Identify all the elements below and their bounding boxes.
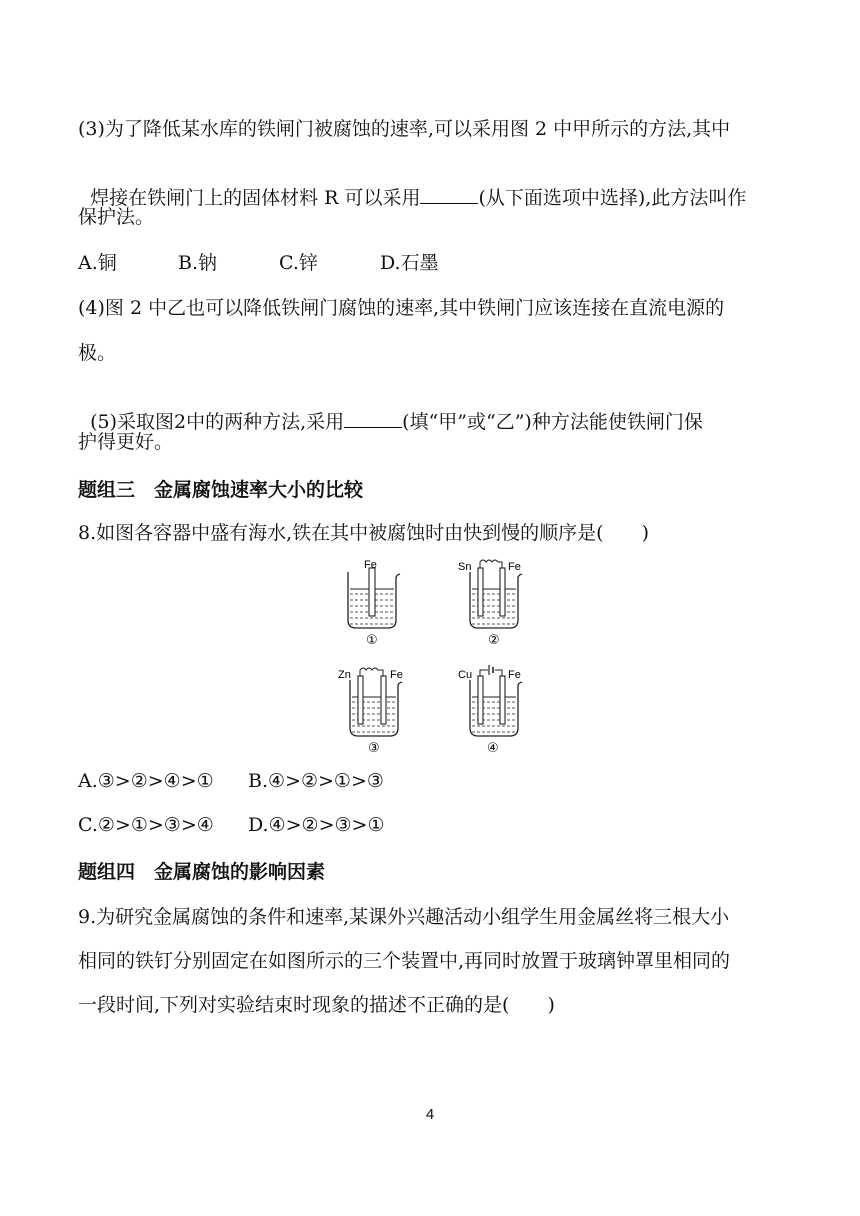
electrode-label-fe: Fe bbox=[508, 669, 521, 681]
q3-line-2 bbox=[78, 161, 746, 210]
q3-option-c: C.锌 bbox=[279, 252, 318, 274]
electrode-label-cu: Cu bbox=[458, 669, 473, 681]
answer-blank[interactable] bbox=[344, 409, 402, 428]
q3-line-1: (3)为了降低某水库的铁闸门被腐蚀的速率,可以采用图 2 中甲所示的方法,其中 bbox=[78, 118, 731, 140]
electrode-label-sn: Sn bbox=[458, 561, 472, 573]
q3-option-d: D.石墨 bbox=[380, 252, 439, 274]
q8-figure bbox=[330, 558, 540, 758]
q4-line-1: (4)图 2 中乙也可以降低铁闸门腐蚀的速率,其中铁闸门应该连接在直流电源的 bbox=[78, 297, 725, 319]
q8-option-d: D.④>②>③>① bbox=[248, 814, 385, 836]
electrode-label-fe: Fe bbox=[390, 669, 403, 681]
battery-icon bbox=[480, 665, 502, 676]
q8-stem: 8.如图各容器中盛有海水,铁在其中被腐蚀时由快到慢的顺序是( ) bbox=[78, 522, 649, 544]
q8-option-c: C.②>①>③>④ bbox=[78, 814, 214, 836]
q9-line-3: 一段时间,下列对实验结束时现象的描述不正确的是( ) bbox=[78, 994, 555, 1016]
beaker-1 bbox=[348, 559, 400, 647]
q3-line-3: 保护法。 bbox=[78, 206, 155, 228]
q8-option-b: B.④>②>①>③ bbox=[248, 770, 384, 792]
beaker-number-2: ② bbox=[488, 632, 500, 647]
q3-line-2-after: (从下面选项中选择),此方法叫作 bbox=[478, 187, 747, 209]
group4-heading: 题组四 金属腐蚀的影响因素 bbox=[78, 861, 326, 883]
q5-line-1-before: (5)采取图2中的两种方法,采用 bbox=[90, 411, 345, 433]
electrode-label-fe: Fe bbox=[508, 561, 521, 573]
beaker-3 bbox=[338, 668, 403, 755]
beaker-number-4: ④ bbox=[487, 740, 499, 755]
beaker-number-1: ① bbox=[366, 632, 378, 647]
beaker-2 bbox=[458, 560, 522, 647]
page-number: 4 bbox=[425, 1106, 435, 1123]
group3-heading: 题组三 金属腐蚀速率大小的比较 bbox=[78, 479, 364, 501]
electrode-label-zn: Zn bbox=[338, 669, 351, 681]
beaker-number-3: ③ bbox=[368, 740, 380, 755]
beaker-4 bbox=[458, 665, 522, 755]
q5-line-1-after: (填“甲”或“乙”)种方法能使铁闸门保 bbox=[402, 411, 703, 433]
q4-line-2: 极。 bbox=[78, 342, 117, 364]
q3-option-a: A.铜 bbox=[78, 252, 117, 274]
q3-option-b: B.钠 bbox=[178, 252, 218, 274]
q9-line-1: 9.为研究金属腐蚀的条件和速率,某课外兴趣活动小组学生用金属丝将三根大小 bbox=[78, 906, 730, 928]
q8-option-a: A.③>②>④>① bbox=[78, 770, 214, 792]
electrode-label-fe: Fe bbox=[364, 559, 377, 571]
q5-line-1 bbox=[78, 385, 703, 434]
answer-blank[interactable] bbox=[420, 185, 478, 204]
q9-line-2: 相同的铁钉分别固定在如图所示的三个装置中,再同时放置于玻璃钟罩里相同的 bbox=[78, 950, 731, 972]
q5-line-2: 护得更好。 bbox=[78, 431, 174, 453]
q3-line-2-before: 焊接在铁闸门上的固体材料 R 可以采用 bbox=[90, 187, 421, 209]
